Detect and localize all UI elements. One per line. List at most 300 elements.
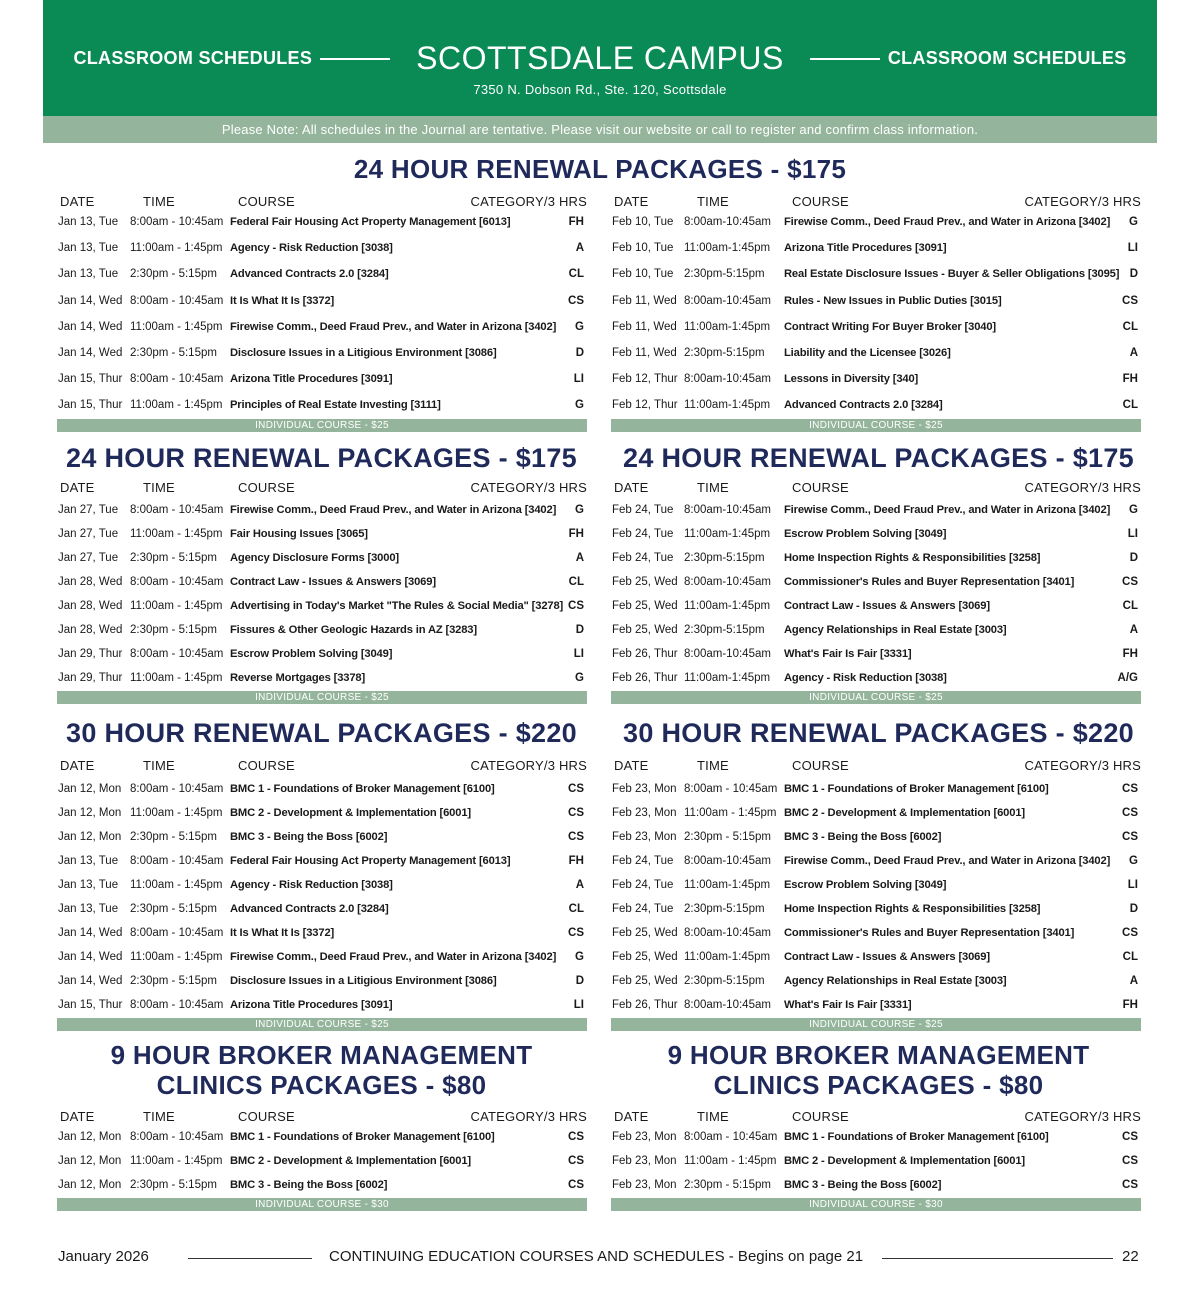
table-row — [612, 504, 1142, 520]
row-time: 2:30pm - 5:15pm — [130, 903, 217, 915]
table-row — [58, 268, 588, 284]
table-row — [58, 576, 588, 592]
row-course: BMC 3 - Being the Boss [6002] — [784, 1179, 942, 1191]
row-date: Jan 12, Mon — [58, 831, 122, 843]
row-category: D — [1129, 552, 1138, 564]
row-course: BMC 3 - Being the Boss [6002] — [230, 831, 388, 843]
row-date: Feb 24, Tue — [612, 855, 674, 867]
row-course: Advanced Contracts 2.0 [3284] — [230, 268, 389, 281]
table-row — [58, 600, 588, 616]
row-category: D — [575, 347, 584, 359]
row-category: A — [1129, 975, 1138, 987]
table-header — [58, 1109, 588, 1127]
row-time: 8:00am - 10:45am — [684, 783, 778, 795]
row-time: 8:00am - 10:45am — [130, 373, 224, 386]
row-course: Contract Law - Issues & Answers [3069] — [784, 600, 990, 612]
table-row — [612, 347, 1142, 363]
right-divider-line — [810, 58, 880, 60]
row-course: Home Inspection Rights & Responsibilities [3258] — [784, 903, 1041, 915]
broker-title-line1: 9 HOUR BROKER MANAGEMENT — [110, 1040, 533, 1070]
column-header-category: CATEGORY/3 HRS — [470, 1109, 587, 1124]
table-row — [58, 879, 588, 895]
table-header — [58, 194, 588, 212]
row-date: Feb 23, Mon — [612, 1131, 677, 1143]
table-row — [612, 1179, 1142, 1195]
column-header-time: TIME — [697, 194, 729, 209]
footer-page-number: 22 — [1122, 1248, 1139, 1265]
table-row — [612, 672, 1142, 688]
row-course: Agency - Risk Reduction [3038] — [784, 672, 947, 684]
row-time: 11:00am-1:45pm — [684, 320, 771, 333]
individual-course-price-bar: INDIVIDUAL COURSE - $25 — [611, 691, 1141, 704]
row-category: A — [575, 879, 584, 891]
row-time: 11:00am - 1:45pm — [130, 879, 223, 891]
row-time: 8:00am-10:45am — [684, 373, 771, 386]
table-header — [612, 758, 1142, 776]
table-header — [58, 480, 588, 498]
row-course: Arizona Title Procedures [3091] — [784, 242, 947, 255]
row-course: It Is What It Is [3372] — [230, 927, 335, 939]
table-row — [58, 347, 588, 363]
individual-course-price-bar: INDIVIDUAL COURSE - $25 — [57, 691, 587, 704]
left-classroom-label: CLASSROOM SCHEDULES — [73, 48, 313, 68]
column-header-time: TIME — [143, 758, 175, 773]
row-course: BMC 1 - Foundations of Broker Management [6100] — [784, 783, 1049, 795]
row-time: 2:30pm - 5:15pm — [130, 347, 217, 359]
row-course: Firewise Comm., Deed Fraud Prev., and Water in Arizona [3402] — [784, 216, 1111, 228]
row-time: 2:30pm-5:15pm — [684, 268, 765, 281]
right-classroom-label: CLASSROOM SCHEDULES — [887, 48, 1127, 68]
column-header-category: CATEGORY/3 HRS — [1024, 1109, 1141, 1124]
table-row — [612, 999, 1142, 1015]
row-date: Feb 24, Tue — [612, 552, 674, 564]
row-category: CS — [1122, 294, 1138, 307]
row-time: 11:00am-1:45pm — [684, 399, 771, 412]
table-row — [612, 783, 1142, 799]
row-course: Liability and the Licensee [3026] — [784, 347, 951, 359]
row-course: BMC 1 - Foundations of Broker Management [6100] — [230, 783, 495, 795]
row-time: 11:00am-1:45pm — [684, 242, 771, 255]
row-category: G — [1129, 504, 1138, 516]
banner-row — [43, 40, 1157, 77]
table-row — [58, 373, 588, 389]
footer-month: January 2026 — [58, 1248, 149, 1265]
row-category: A — [1129, 624, 1138, 636]
row-date: Jan 14, Wed — [58, 347, 123, 359]
row-date: Feb 26, Thur — [612, 672, 678, 684]
row-date: Jan 14, Wed — [58, 320, 123, 333]
row-course: Federal Fair Housing Act Property Management [6013] — [230, 855, 511, 867]
row-time: 11:00am - 1:45pm — [130, 951, 223, 963]
row-time: 2:30pm-5:15pm — [684, 552, 765, 564]
row-date: Jan 12, Mon — [58, 807, 122, 819]
table-header — [58, 758, 588, 776]
column-header-category: CATEGORY/3 HRS — [1024, 758, 1141, 773]
row-date: Feb 24, Tue — [612, 504, 674, 516]
row-category: CL — [1122, 600, 1138, 612]
row-category: CS — [568, 927, 584, 939]
row-date: Feb 23, Mon — [612, 783, 677, 795]
row-course: Contract Law - Issues & Answers [3069] — [784, 951, 990, 963]
schedule-table-24hr-feb24 — [612, 480, 1142, 704]
table-row — [58, 552, 588, 568]
column-header-course: COURSE — [792, 480, 849, 495]
column-header-date: DATE — [614, 480, 649, 495]
row-date: Jan 15, Thur — [58, 399, 123, 412]
row-category: A — [1129, 347, 1138, 359]
row-course: Agency - Risk Reduction [3038] — [230, 242, 393, 255]
row-date: Jan 29, Thur — [58, 648, 123, 660]
row-time: 8:00am - 10:45am — [130, 999, 224, 1011]
table-row — [58, 672, 588, 688]
row-time: 8:00am - 10:45am — [130, 855, 224, 867]
table-row — [612, 855, 1142, 871]
row-time: 11:00am - 1:45pm — [130, 242, 223, 255]
table-header — [612, 194, 1142, 212]
table-row — [58, 624, 588, 640]
table-row — [612, 552, 1142, 568]
row-category: CS — [1122, 783, 1138, 795]
row-date: Feb 11, Wed — [612, 320, 677, 333]
table-row — [58, 295, 588, 311]
row-category: CS — [1122, 1179, 1138, 1191]
section-title-broker-left — [43, 1040, 600, 1100]
row-date: Jan 13, Tue — [58, 855, 119, 867]
table-row — [612, 373, 1142, 389]
individual-course-price-bar: INDIVIDUAL COURSE - $25 — [611, 419, 1141, 432]
row-date: Jan 15, Thur — [58, 373, 123, 386]
row-time: 11:00am - 1:45pm — [684, 807, 777, 819]
row-date: Feb 23, Mon — [612, 831, 677, 843]
section-title-30hr-left: 30 HOUR RENEWAL PACKAGES - $220 — [66, 718, 577, 748]
row-category: CL — [1122, 320, 1138, 333]
row-date: Jan 12, Mon — [58, 1179, 122, 1191]
row-time: 11:00am-1:45pm — [684, 600, 771, 612]
row-course: BMC 2 - Development & Implementation [6001] — [230, 807, 471, 819]
section-title-broker-right — [600, 1040, 1157, 1100]
row-date: Jan 27, Tue — [58, 504, 119, 516]
row-category: CL — [1122, 399, 1138, 412]
row-category: LI — [1127, 528, 1138, 540]
row-course: Escrow Problem Solving [3049] — [784, 528, 947, 540]
row-date: Feb 10, Tue — [612, 216, 674, 228]
column-header-date: DATE — [60, 194, 95, 209]
row-category: CS — [568, 783, 584, 795]
row-category: G — [1129, 216, 1138, 228]
row-category: FH — [568, 216, 584, 228]
row-category: CL — [568, 903, 584, 915]
table-row — [58, 242, 588, 258]
row-category: A/G — [1117, 672, 1138, 684]
row-date: Jan 14, Wed — [58, 927, 123, 939]
column-header-category: CATEGORY/3 HRS — [1024, 480, 1141, 495]
table-row — [612, 1131, 1142, 1147]
schedule-table-30hr-feb23 — [612, 758, 1142, 1031]
row-category: D — [575, 975, 584, 987]
row-time: 2:30pm - 5:15pm — [130, 552, 217, 564]
row-time: 11:00am - 1:45pm — [130, 320, 223, 333]
row-course: Firewise Comm., Deed Fraud Prev., and Water in Arizona [3402] — [784, 504, 1111, 516]
row-course: Agency - Risk Reduction [3038] — [230, 879, 393, 891]
row-category: CS — [568, 807, 584, 819]
row-time: 2:30pm - 5:15pm — [130, 268, 217, 281]
section-title-30hr-right: 30 HOUR RENEWAL PACKAGES - $220 — [623, 718, 1134, 748]
row-course: BMC 2 - Development & Implementation [6001] — [784, 807, 1025, 819]
individual-course-price-bar: INDIVIDUAL COURSE - $25 — [57, 1018, 587, 1031]
row-date: Feb 25, Wed — [612, 975, 678, 987]
row-course: Disclosure Issues in a Litigious Environment [3086] — [230, 347, 497, 359]
table-row — [612, 807, 1142, 823]
row-date: Feb 23, Mon — [612, 1155, 677, 1167]
row-time: 2:30pm-5:15pm — [684, 347, 765, 359]
row-time: 11:00am - 1:45pm — [130, 528, 223, 540]
row-category: G — [575, 320, 584, 333]
row-time: 8:00am-10:45am — [684, 576, 771, 588]
section-title-24hr-top: 24 HOUR RENEWAL PACKAGES - $175 — [353, 154, 847, 184]
row-category: CS — [568, 600, 584, 612]
column-header-course: COURSE — [238, 758, 295, 773]
row-time: 8:00am - 10:45am — [130, 294, 224, 307]
footer-left-line — [188, 1258, 312, 1259]
row-time: 8:00am - 10:45am — [130, 1131, 224, 1143]
column-header-date: DATE — [614, 758, 649, 773]
row-time: 2:30pm - 5:15pm — [130, 1179, 217, 1191]
row-course: BMC 2 - Development & Implementation [6001] — [784, 1155, 1025, 1167]
row-course: What's Fair Is Fair [3331] — [784, 648, 912, 660]
row-date: Feb 10, Tue — [612, 242, 674, 255]
row-time: 2:30pm-5:15pm — [684, 975, 765, 987]
row-date: Feb 10, Tue — [612, 268, 674, 281]
row-date: Jan 29, Thur — [58, 672, 123, 684]
row-date: Feb 12, Thur — [612, 373, 678, 386]
table-row — [58, 951, 588, 967]
row-course: Commissioner's Rules and Buyer Representation [3401] — [784, 927, 1075, 939]
row-time: 8:00am - 10:45am — [684, 1131, 778, 1143]
table-row — [612, 268, 1142, 284]
row-course: Commissioner's Rules and Buyer Representation [3401] — [784, 576, 1075, 588]
row-date: Jan 13, Tue — [58, 216, 119, 228]
row-course: Lessons in Diversity [340] — [784, 373, 919, 386]
row-course: Firewise Comm., Deed Fraud Prev., and Water in Arizona [3402] — [230, 320, 557, 333]
column-header-time: TIME — [697, 1109, 729, 1124]
table-row — [612, 576, 1142, 592]
table-row — [612, 295, 1142, 311]
row-category: CS — [1122, 1155, 1138, 1167]
row-course: Reverse Mortgages [3378] — [230, 672, 366, 684]
row-category: CS — [568, 1131, 584, 1143]
individual-course-price-bar: INDIVIDUAL COURSE - $30 — [57, 1198, 587, 1211]
row-course: Agency Disclosure Forms [3000] — [230, 552, 399, 564]
table-header — [612, 1109, 1142, 1127]
column-header-time: TIME — [143, 480, 175, 495]
row-category: CS — [568, 831, 584, 843]
row-course: Firewise Comm., Deed Fraud Prev., and Water in Arizona [3402] — [230, 504, 557, 516]
row-date: Feb 26, Thur — [612, 999, 678, 1011]
column-header-time: TIME — [143, 194, 175, 209]
row-time: 8:00am-10:45am — [684, 504, 771, 516]
column-header-date: DATE — [614, 1109, 649, 1124]
row-course: Advertising in Today's Market "The Rules & Social Media" [3278] — [230, 600, 564, 612]
row-date: Jan 13, Tue — [58, 879, 119, 891]
row-time: 8:00am - 10:45am — [130, 576, 224, 588]
row-date: Jan 13, Tue — [58, 242, 119, 255]
row-date: Feb 25, Wed — [612, 927, 678, 939]
table-row — [58, 831, 588, 847]
row-time: 8:00am - 10:45am — [130, 927, 224, 939]
row-time: 11:00am - 1:45pm — [684, 1155, 777, 1167]
individual-course-price-bar: INDIVIDUAL COURSE - $25 — [611, 1018, 1141, 1031]
row-category: FH — [1122, 648, 1138, 660]
row-date: Feb 25, Wed — [612, 576, 678, 588]
row-category: CS — [568, 1155, 584, 1167]
row-time: 8:00am - 10:45am — [130, 216, 224, 228]
row-date: Feb 23, Mon — [612, 1179, 677, 1191]
table-row — [58, 903, 588, 919]
schedule-table-broker-feb23 — [612, 1109, 1142, 1211]
column-header-category: CATEGORY/3 HRS — [470, 480, 587, 495]
row-course: Contract Law - Issues & Answers [3069] — [230, 576, 436, 588]
row-course: Agency Relationships in Real Estate [3003] — [784, 975, 1007, 987]
row-category: A — [575, 242, 584, 255]
row-category: CS — [568, 1179, 584, 1191]
row-category: LI — [1127, 879, 1138, 891]
table-row — [58, 999, 588, 1015]
table-row — [58, 927, 588, 943]
table-row — [612, 1155, 1142, 1171]
row-course: Escrow Problem Solving [3049] — [230, 648, 393, 660]
table-row — [612, 951, 1142, 967]
table-row — [58, 1155, 588, 1171]
row-course: Federal Fair Housing Act Property Management [6013] — [230, 216, 511, 228]
row-time: 8:00am - 10:45am — [130, 783, 224, 795]
column-header-date: DATE — [60, 758, 95, 773]
row-date: Feb 12, Thur — [612, 399, 678, 412]
table-row — [612, 975, 1142, 991]
row-course: Principles of Real Estate Investing [3111] — [230, 399, 441, 412]
broker-title-line2: CLINICS PACKAGES - $80 — [713, 1070, 1044, 1100]
row-course: Advanced Contracts 2.0 [3284] — [230, 903, 389, 915]
table-row — [612, 831, 1142, 847]
row-time: 11:00am - 1:45pm — [130, 1155, 223, 1167]
row-category: LI — [573, 373, 584, 386]
campus-banner — [43, 0, 1157, 116]
row-time: 8:00am - 10:45am — [130, 504, 224, 516]
table-row — [612, 399, 1142, 415]
row-date: Feb 11, Wed — [612, 294, 677, 307]
table-row — [58, 216, 588, 232]
column-header-date: DATE — [60, 480, 95, 495]
section-title-24hr-left: 24 HOUR RENEWAL PACKAGES - $175 — [66, 443, 577, 473]
row-course: Firewise Comm., Deed Fraud Prev., and Water in Arizona [3402] — [784, 855, 1111, 867]
table-row — [612, 321, 1142, 337]
table-row — [612, 879, 1142, 895]
row-course: What's Fair Is Fair [3331] — [784, 999, 912, 1011]
row-time: 8:00am - 10:45am — [130, 648, 224, 660]
row-time: 2:30pm-5:15pm — [684, 624, 765, 636]
column-header-course: COURSE — [792, 758, 849, 773]
schedule-table-24hr-jan13 — [58, 194, 588, 432]
table-header — [612, 480, 1142, 498]
schedule-table-30hr-jan12 — [58, 758, 588, 1031]
row-course: Arizona Title Procedures [3091] — [230, 999, 393, 1011]
row-course: Home Inspection Rights & Responsibilities [3258] — [784, 552, 1041, 564]
row-course: Firewise Comm., Deed Fraud Prev., and Water in Arizona [3402] — [230, 951, 557, 963]
column-header-category: CATEGORY/3 HRS — [470, 758, 587, 773]
campus-title: SCOTTSDALE CAMPUS — [416, 40, 784, 76]
row-category: CS — [568, 294, 584, 307]
row-date: Feb 24, Tue — [612, 528, 674, 540]
row-category: A — [575, 552, 584, 564]
row-time: 11:00am-1:45pm — [684, 879, 771, 891]
broker-title-line1: 9 HOUR BROKER MANAGEMENT — [667, 1040, 1090, 1070]
row-date: Jan 15, Thur — [58, 999, 123, 1011]
table-row — [58, 855, 588, 871]
row-time: 11:00am - 1:45pm — [130, 807, 223, 819]
table-row — [58, 1179, 588, 1195]
footer-center-text: CONTINUING EDUCATION COURSES AND SCHEDULES - Begins on page 21 — [329, 1248, 864, 1265]
row-course: It Is What It Is [3372] — [230, 294, 335, 307]
row-category: LI — [573, 999, 584, 1011]
row-category: FH — [568, 528, 584, 540]
row-course: Contract Writing For Buyer Broker [3040] — [784, 320, 996, 333]
row-time: 11:00am - 1:45pm — [130, 399, 223, 412]
row-category: D — [1129, 268, 1138, 281]
table-row — [612, 648, 1142, 664]
row-category: CS — [1122, 927, 1138, 939]
schedule-table-broker-jan12 — [58, 1109, 588, 1211]
row-time: 2:30pm - 5:15pm — [130, 624, 217, 636]
column-header-course: COURSE — [792, 1109, 849, 1124]
row-date: Jan 28, Wed — [58, 624, 123, 636]
row-time: 8:00am-10:45am — [684, 216, 771, 228]
page-footer — [58, 1248, 1142, 1268]
table-row — [612, 600, 1142, 616]
table-row — [612, 242, 1142, 258]
row-time: 11:00am-1:45pm — [684, 672, 771, 684]
column-header-category: CATEGORY/3 HRS — [470, 194, 587, 209]
row-time: 2:30pm - 5:15pm — [684, 831, 771, 843]
row-category: G — [1129, 855, 1138, 867]
table-row — [58, 783, 588, 799]
table-row — [612, 624, 1142, 640]
table-row — [58, 975, 588, 991]
row-time: 8:00am-10:45am — [684, 294, 771, 307]
schedule-table-24hr-jan27 — [58, 480, 588, 704]
table-row — [58, 648, 588, 664]
table-row — [612, 528, 1142, 544]
column-header-time: TIME — [697, 480, 729, 495]
table-row — [58, 504, 588, 520]
row-date: Feb 25, Wed — [612, 951, 678, 963]
row-category: G — [575, 672, 584, 684]
row-category: D — [575, 624, 584, 636]
row-date: Jan 28, Wed — [58, 576, 123, 588]
row-date: Jan 27, Tue — [58, 528, 119, 540]
row-date: Jan 14, Wed — [58, 975, 123, 987]
row-time: 11:00am - 1:45pm — [130, 600, 223, 612]
row-course: Escrow Problem Solving [3049] — [784, 879, 947, 891]
broker-title-line2: CLINICS PACKAGES - $80 — [156, 1070, 487, 1100]
row-date: Feb 24, Tue — [612, 903, 674, 915]
row-time: 8:00am-10:45am — [684, 999, 771, 1011]
column-header-time: TIME — [697, 758, 729, 773]
row-category: G — [575, 951, 584, 963]
row-date: Jan 27, Tue — [58, 552, 119, 564]
table-row — [58, 399, 588, 415]
row-date: Jan 28, Wed — [58, 600, 123, 612]
row-course: BMC 2 - Development & Implementation [6001] — [230, 1155, 471, 1167]
row-time: 2:30pm - 5:15pm — [130, 831, 217, 843]
